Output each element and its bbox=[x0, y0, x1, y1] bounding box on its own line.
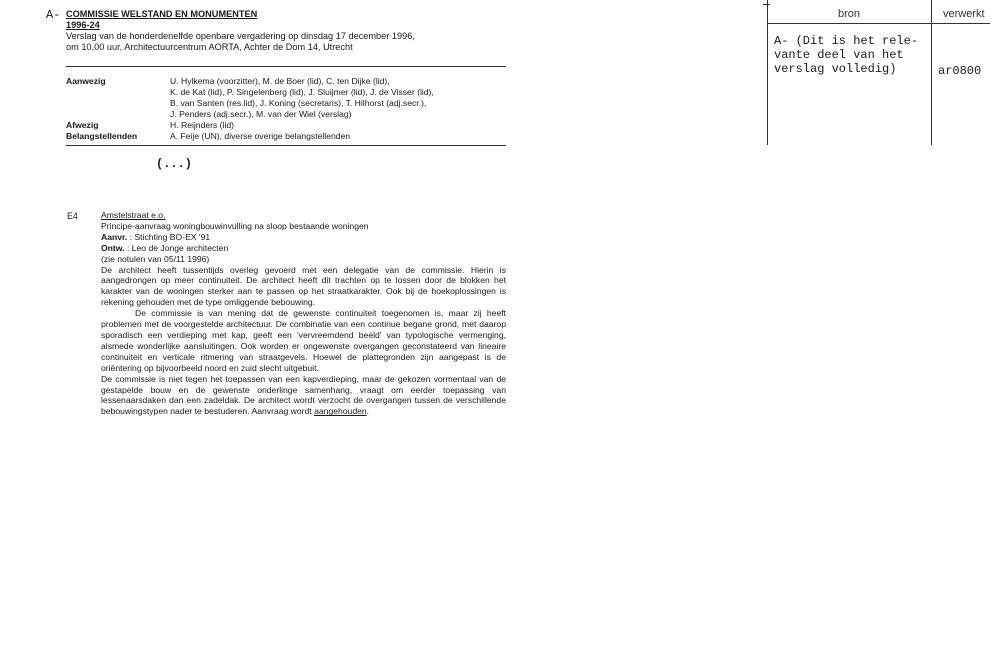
report-line-1: Verslag van de honderdenelfde openbare vergadering op dinsdag 17 december 1996, bbox=[66, 31, 415, 41]
register-left-border bbox=[767, 0, 768, 145]
attendance-label bbox=[66, 109, 170, 120]
item-code: E4 bbox=[67, 211, 78, 221]
attendance-list bbox=[66, 76, 510, 143]
processed-column-header: verwerkt bbox=[943, 8, 985, 20]
item-paragraph-3-text: De commissie is niet tegen het toepassen van een kapverdieping, maar de gekozen vormentaal van de gestapelde bouw en de gewenste onderlinge samenhang, vraagt om eerder toepassing van lessenaarsdaken dan een zadeldak. De architect wordt verzocht de overgangen tussen de verschillende bebouwingstypen nader te bestuderen. Aanvraag wordt bbox=[101, 373, 506, 417]
attendance-value: U. Hylkema (voorzitter), M. de Boer (lid), C. ten Dijke (lid), bbox=[170, 76, 390, 86]
attendance-row bbox=[66, 87, 510, 98]
applicant-label: Aanvr. bbox=[101, 231, 128, 242]
decision-link: aangehouden bbox=[314, 406, 367, 417]
report-number: 1996-24 bbox=[66, 20, 100, 30]
attendance-value: H. Reijnders (lid) bbox=[170, 120, 234, 131]
header-divider bbox=[66, 66, 506, 67]
agenda-item bbox=[101, 210, 506, 417]
attendance-divider bbox=[66, 145, 506, 146]
designer-value: : Leo de Jonge architecten bbox=[126, 242, 229, 253]
item-title: Amstelstraat e.o. bbox=[101, 210, 166, 220]
item-paragraph-3-tail: . bbox=[366, 406, 370, 417]
attendance-row bbox=[66, 109, 510, 120]
attendance-label: Afwezig bbox=[66, 120, 99, 131]
attendance-row bbox=[66, 76, 510, 87]
item-paragraph-2: De commissie is van mening dat de gewenste continuiteit toegenomen is, maar zij heeft problemen met de voorgestelde architectuur. De combinatie van een continue begane grond, met daarop sporadisch een verdieping met kap, geeft een 'vervreemdend beeld' van typologische vermenging, alsmede wonderlijke aansluitingen. Ook worden er ongewenste overgangen geconstateerd van lineaire continuiteit en verticale ritmering van straatgevels. Hoewel de plattegronden zijn aangepast is de oriëntering op bijvoorbeeld noord en zuid slecht uitgebuit. bbox=[101, 308, 506, 373]
attendance-label: Aanwezig bbox=[66, 76, 106, 86]
applicant-value: : Stichting BO-EX '91 bbox=[129, 231, 211, 242]
omission-marker: (...) bbox=[156, 157, 193, 171]
item-subtitle: Principe-aanvraag woningbouwinvulling na sloop bestaande woningen bbox=[101, 220, 369, 231]
attendance-value: J. Penders (adj.secr.), M. van der Wiel (verslag) bbox=[170, 109, 352, 120]
item-paragraph-3 bbox=[101, 374, 506, 418]
applicant-line bbox=[101, 232, 506, 243]
attendance-value: K. de Kat (lid), P. Singelenberg (lid), J. Sluijmer (lid), J. de Visser (lid), bbox=[170, 87, 434, 98]
attendance-row bbox=[66, 98, 510, 109]
attendance-value: A. Feije (UN), diverse overige belangstellenden bbox=[170, 131, 351, 142]
source-note: A- (Dit is het rele- vante deel van het verslag volledig) bbox=[774, 34, 919, 76]
attendance-label: Belangstellenden bbox=[66, 131, 138, 142]
report-title: COMMISSIE WELSTAND EN MONUMENTEN bbox=[66, 9, 258, 19]
report-header bbox=[66, 9, 415, 53]
source-column-header: bron bbox=[838, 8, 861, 20]
report-line-2: om 10.00 uur, Architectuurcentrum AORTA, Achter de Dom 14, Utrecht bbox=[66, 42, 353, 52]
section-marker: A- bbox=[46, 8, 61, 22]
item-paragraph-1: De architect heeft tussentijds overleg gevoerd met een delegatie van de commissie. Hierin is aangedrongen op meer continuiteit. De architect heeft dit trachten op te lossen door de blokken het karakter van de woningen sterker aan te passen op het straatkarakter. Ook bij de hoekoplossingen is rekening gehouden met de type omliggende bebouwing. bbox=[101, 264, 506, 308]
attendance-value: B. van Santen (res.lid), J. Koning (secretaris), T. Hilhorst (adj.secr.), bbox=[170, 98, 427, 109]
designer-label: Ontw. bbox=[101, 242, 125, 253]
attendance-row bbox=[66, 120, 510, 131]
designer-line bbox=[101, 243, 506, 254]
archive-code: ar0800 bbox=[938, 64, 982, 78]
attendance-label bbox=[66, 87, 170, 98]
item-reference: (zie notulen van 05/11 1996) bbox=[101, 253, 210, 264]
attendance-row bbox=[66, 131, 510, 142]
attendance-label bbox=[66, 98, 170, 109]
register-header-rule bbox=[767, 23, 990, 24]
